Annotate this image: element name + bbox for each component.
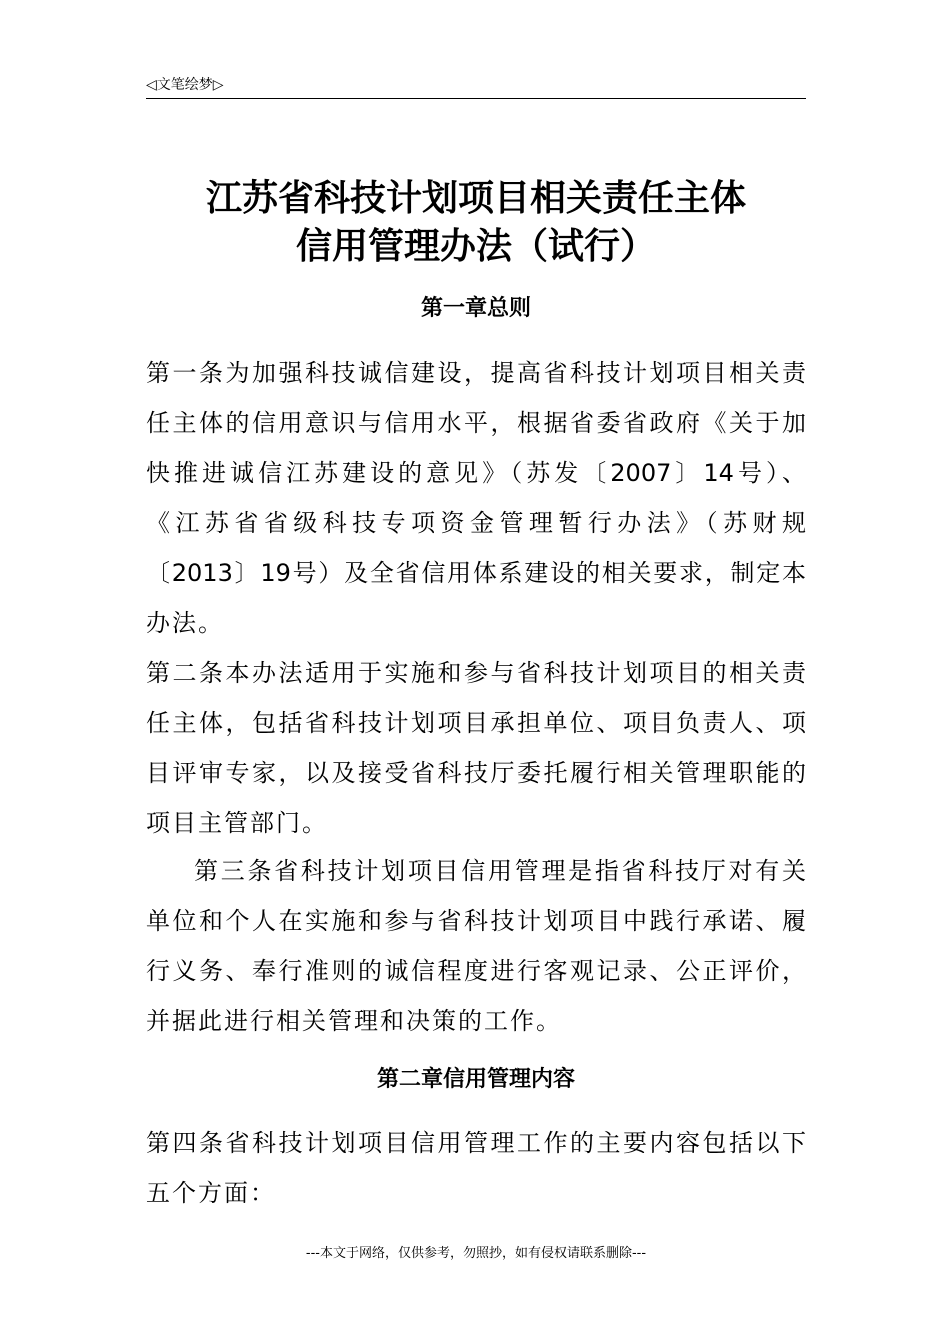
paragraph-line: 第一条为加强科技诚信建设，提高省科技计划项目相关责 bbox=[146, 359, 806, 387]
paragraph-line: 快推进诚信江苏建设的意见》（苏发〔2007〕14号）、 bbox=[146, 459, 806, 487]
paragraph-line: 第四条省科技计划项目信用管理工作的主要内容包括以下 bbox=[146, 1129, 806, 1157]
article-4 bbox=[146, 1118, 806, 1218]
article-2 bbox=[146, 648, 806, 848]
paragraph-line: 第二条本办法适用于实施和参与省科技计划项目的相关责 bbox=[146, 659, 806, 687]
header-brand: ◁文笔绘梦▷ bbox=[146, 77, 224, 93]
article-3 bbox=[146, 846, 806, 1046]
paragraph-line: 第三条省科技计划项目信用管理是指省科技厅对有关 bbox=[194, 857, 806, 885]
page-header bbox=[146, 74, 806, 99]
document-title-line-1: 江苏省科技计划项目相关责任主体 bbox=[205, 177, 746, 219]
chapter-1-heading: 第一章总则 bbox=[420, 296, 531, 321]
article-1 bbox=[146, 348, 806, 648]
paragraph-line: 项目主管部门。 bbox=[146, 809, 328, 837]
paragraph-line: 办法。 bbox=[146, 609, 224, 637]
paragraph-line: 任主体，包括省科技计划项目承担单位、项目负责人、项 bbox=[146, 709, 806, 737]
paragraph-line: 《江苏省省级科技专项资金管理暂行办法》（苏财规 bbox=[146, 509, 806, 537]
paragraph-line: 行义务、奉行准则的诚信程度进行客观记录、公正评价， bbox=[146, 957, 806, 985]
footer-disclaimer: ---本文于网络，仅供参考，勿照抄，如有侵权请联系删除--- bbox=[305, 1246, 647, 1261]
paragraph-line: 目评审专家，以及接受省科技厅委托履行相关管理职能的 bbox=[146, 759, 806, 787]
paragraph-line: 〔2013〕19号）及全省信用体系建设的相关要求，制定本 bbox=[146, 559, 806, 587]
chapter-2-heading: 第二章信用管理内容 bbox=[376, 1067, 575, 1092]
paragraph-line: 单位和个人在实施和参与省科技计划项目中践行承诺、履 bbox=[146, 907, 806, 935]
paragraph-line: 并据此进行相关管理和决策的工作。 bbox=[146, 1007, 562, 1035]
document-title-line-2: 信用管理办法（试行） bbox=[295, 225, 656, 267]
paragraph-line: 任主体的信用意识与信用水平，根据省委省政府《关于加 bbox=[146, 409, 806, 437]
paragraph-line: 五个方面： bbox=[146, 1179, 276, 1207]
